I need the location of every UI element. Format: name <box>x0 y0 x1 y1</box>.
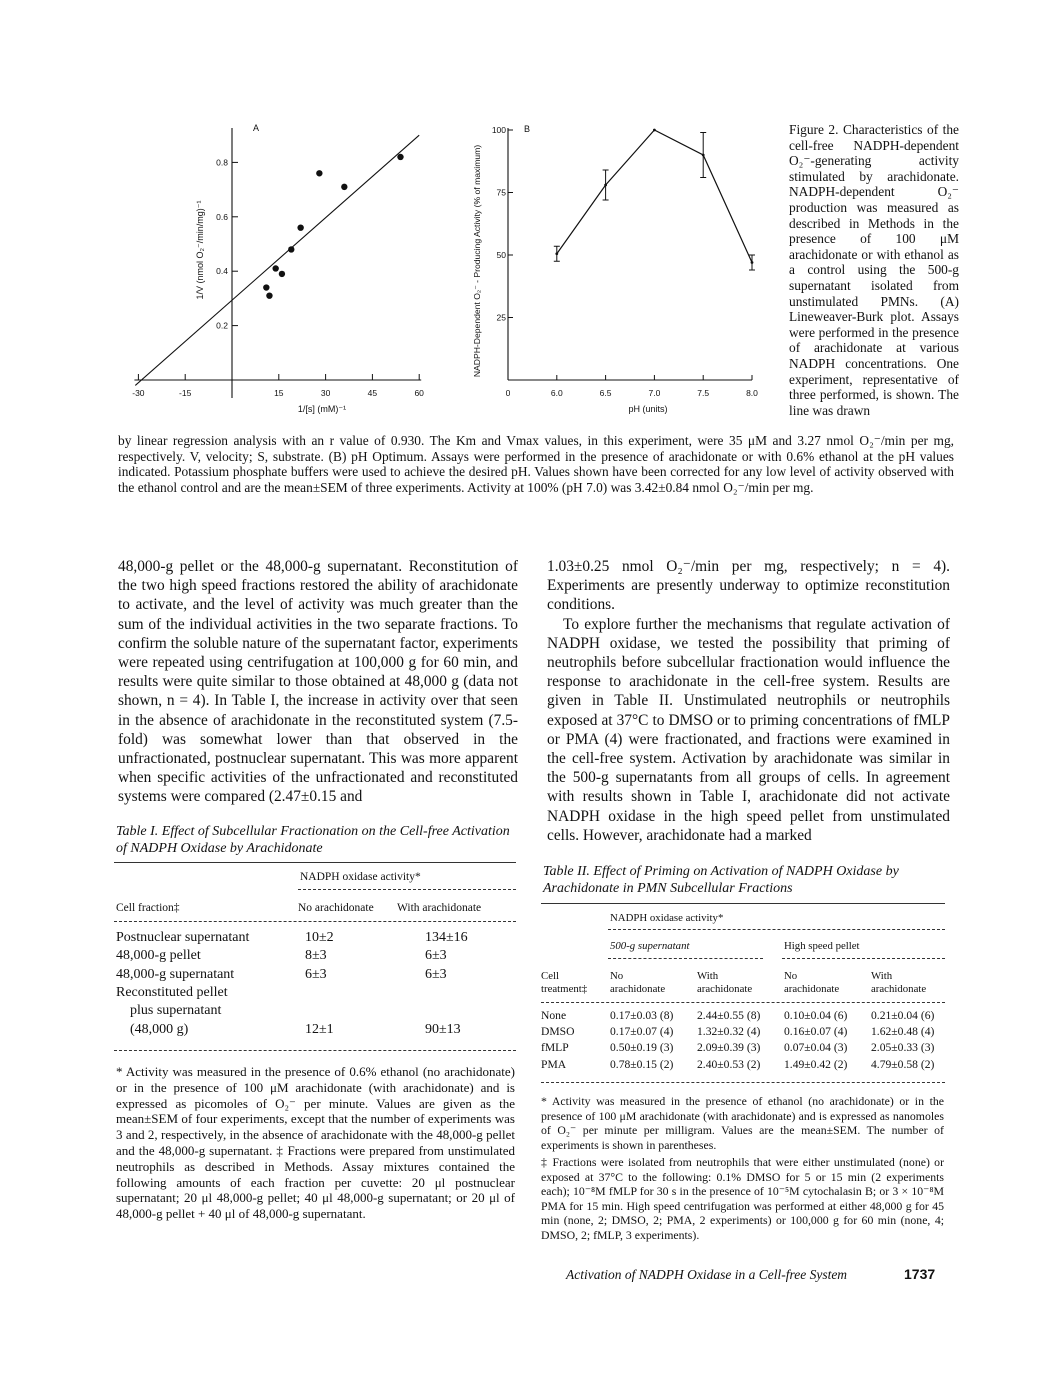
table-1-row-label: plus supernatant <box>130 1003 222 1019</box>
panel-b-y-tick-label: 25 <box>496 312 506 323</box>
table-2-col-p-no <box>784 970 839 996</box>
table-2-cell-s-with: 2.09±0.39 (3) <box>697 1041 761 1055</box>
panel-a-y-tick-label: 0.6 <box>216 211 228 222</box>
panel-b-y-tick-label: 100 <box>491 125 506 135</box>
panel-b-y-label: NADPH-Dependent O₂⁻ - Producing Activity (% of maximum) <box>472 144 482 378</box>
figure-2-panel-a <box>110 118 440 423</box>
panel-a-data-point <box>266 292 272 298</box>
table-2-cell-p-with: 0.21±0.04 (6) <box>871 1009 935 1022</box>
table-2-row-header <box>541 970 587 996</box>
page-number: 1737 <box>904 1266 936 1282</box>
panel-a-x-tick-label: 45 <box>367 388 378 398</box>
table-2-caption: Table II. Effect of Priming on Activation of NADPH Oxidase by Arachidonate in PMN Subcellular Fractions <box>543 864 899 896</box>
panel-b-y-tick-label: 75 <box>496 187 506 198</box>
panel-a-x-tick-label: 60 <box>414 388 424 398</box>
table-1-cell-no: 10±2 <box>305 930 334 945</box>
table-2-row-header-line1: Cell <box>541 970 559 982</box>
panel-a-x-axis <box>132 374 424 398</box>
table-2-col-s-with <box>697 970 752 996</box>
table-1-cell-with: 134±16 <box>425 930 468 945</box>
table-1-cell-with: 6±3 <box>425 948 447 964</box>
panel-b-y-axis <box>492 125 513 380</box>
panel-a-data-point <box>297 224 303 230</box>
panel-a-data-point <box>272 265 278 271</box>
panel-a-x-tick-label: -30 <box>132 388 145 398</box>
table-1-cell-with: 6±3 <box>425 966 447 982</box>
panel-b-x-label: pH (units) <box>628 404 668 414</box>
panel-a-y-tick-label: 0.4 <box>216 266 228 277</box>
table-2-footnote-1: * Activity was measured in the presence of ethanol (no arachidonate) or in the presence of 100 μM arachidonate (with arachidonate) and is expressed as nanomoles of O₂⁻ per minute per milligram. Values are the mean±SEM. The number of experiments is shown in parentheses. <box>541 1094 944 1152</box>
table-1-caption: Table I. Effect of Subcellular Fractionation on the Cell-free Activation of NADPH Oxidase by Arachidonate <box>116 824 510 856</box>
panel-a-data-point <box>288 246 294 252</box>
body-right-column <box>547 557 950 845</box>
table-1-cell-no: 6±3 <box>305 966 327 982</box>
table-1-col-header-no: No arachidonate <box>298 902 374 914</box>
panel-a-y-label: 1/V (nmol O₂⁻/min/mg)⁻¹ <box>195 200 205 300</box>
table-1-group-header: NADPH oxidase activity* <box>300 871 421 883</box>
table-2-col-p-with-line2: arachidonate <box>871 983 927 995</box>
panel-b-series-line <box>557 130 752 263</box>
panel-b-x-tick-label: 7.5 <box>697 388 710 398</box>
figure-caption-continued: by linear regression analysis with an r value of 0.930. The Km and Vmax values, in this experiment, were 35 μM and 3.27 nmol O₂⁻/min per mg, respectively. V, velocity; S, substrate. (B) pH Optimum. Assays were performed in the presence of arachidonate or with 0.6% ethanol at the pH values indicated. Potassium phosphate buffers were used to achieve the desired pH. Values shown have been corrected for any low level of activity observed with the ethanol control and are the mean±SEM of three experiments. Activity at 100% (pH 7.0) was 3.42±0.84 nmol O₂⁻/min per mg. <box>118 433 954 495</box>
figure-2-panel-b <box>468 118 768 423</box>
panel-b-y-tick-label: 50 <box>496 250 506 260</box>
panel-b-x-tick-label: 7.0 <box>648 388 661 398</box>
panel-b-x-tick-label: 6.5 <box>599 388 612 398</box>
panel-a-fit-line <box>135 135 419 385</box>
panel-a-y-tick-label: 0.2 <box>216 320 228 331</box>
table-1-cell-no: 8±3 <box>305 948 327 964</box>
table-1-row-label: 48,000-g supernatant <box>116 966 235 982</box>
table-1-row-label: Postnuclear supernatant <box>116 930 250 945</box>
table-2-subheader-pellet: High speed pellet <box>784 940 860 952</box>
table-2-cell-p-with: 1.62±0.48 (4) <box>871 1025 935 1039</box>
panel-b-data-point <box>555 252 558 255</box>
panel-a-data-point <box>397 154 403 160</box>
panel-a-x-label: 1/[s] (mM)⁻¹ <box>297 404 347 414</box>
table-2-col-s-no-line1: No <box>610 970 624 982</box>
table-2-cell-p-no: 0.07±0.04 (3) <box>784 1041 848 1055</box>
panel-a-x-tick-label: 30 <box>320 388 331 398</box>
panel-b-x-axis <box>506 375 759 398</box>
panel-a-x-tick-label: -15 <box>179 388 192 398</box>
table-2-col-p-with-line1: With <box>871 970 893 982</box>
table-1-cell-no: 12±1 <box>305 1021 334 1037</box>
table-1-footnote: * Activity was measured in the presence of 0.6% ethanol (no arachidonate) or in the presence of 100 μM arachidonate (with arachidonate) and is expressed as picomoles of O₂⁻ per minute. Values are given as the mean±SEM of four experiments, except that the number of experiments was 3 and 2, respectively, in the absence of arachidonate with the 48,000-g pellet and the 48,000-g supernatant. ‡ Fractions were prepared from unstimulated neutrophils as described in Methods. Assay mixtures contained the following amounts of each fraction per cuvette: 20 μl postnuclear supernatant; 20 μl 48,000-g pellet; 40 μl 48,000-g supernatant; or 20 μl of 48,000-g pellet + 40 μl of 48,000-g supernatant. <box>116 1064 515 1222</box>
table-1-row-label: (48,000 g) <box>130 1021 189 1037</box>
table-1-col-header-fraction: Cell fraction‡ <box>116 902 180 914</box>
table-2-subheader-500g: 500-g supernatant <box>610 940 690 952</box>
panel-a-data-point <box>316 170 322 176</box>
panel-b-x-tick-label: 0 <box>505 388 511 398</box>
body-right-paragraph-2: To explore further the mechanisms that regulate activation of NADPH oxidase, we tested the possibility that priming of neutrophils before subcellular fractionation would influence the response to arachidonate in the cell-free system. Results are given in Table II. Unstimulated neutrophils or neutrophils exposed at 37°C to DMSO or to priming concentrations of fMLP or PMA (4) were fractionated, and fractions were examined in the cell-free system. Activation by arachidonate was similar in the 500-g supernatants from all groups of cells. In agreement with results shown in Table I, arachidonate did not activate NADPH oxidase in the high speed pellet from unstimulated cells. However, arachidonate had a marked <box>547 615 950 844</box>
table-2-cell-p-with: 4.79±0.58 (2) <box>871 1057 935 1071</box>
panel-b-x-tick-label: 6.0 <box>550 388 563 398</box>
table-2-cell-s-with: 2.40±0.53 (2) <box>697 1057 761 1071</box>
table-2-col-s-no <box>610 970 665 996</box>
table-1-row-label: 48,000-g pellet <box>116 948 201 964</box>
figure-caption-side: Figure 2. Characteristics of the cell-free NADPH-dependent O₂⁻-generating activity stimulated by arachidonate. NADPH-dependent O₂⁻ production was measured as described in Methods in the presence of 100 μM arachidonate or with ethanol as a control using the 500-g supernatant isolated from unstimulated PMNs. (A) Lineweaver-Burk plot. Assays were performed in the presence of arachidonate at various NADPH concentrations. One experiment, representative of three performed, is shown. The line was drawn <box>789 122 959 418</box>
panel-b-x-tick-label: 8.0 <box>746 388 758 398</box>
panel-a-fit-line-group <box>135 135 419 385</box>
table-1-row-label: Reconstituted pellet <box>116 984 228 1000</box>
panel-b-label: B <box>524 124 531 134</box>
table-2-row-header-line2: treatment‡ <box>541 983 588 995</box>
table-1-col-header-with: With arachidonate <box>397 902 482 914</box>
panel-a-data-point <box>341 184 347 190</box>
table-2-col-s-with-line2: arachidonate <box>697 983 753 995</box>
panel-a-x-tick-label: 15 <box>274 388 284 398</box>
panel-a-y-tick-label: 0.8 <box>216 157 228 168</box>
table-2-row-label: None <box>541 1009 567 1022</box>
table-2-cell-p-no: 0.16±0.07 (4) <box>784 1025 848 1039</box>
panel-b-data-point <box>604 184 607 187</box>
panel-a-data-point <box>263 284 269 290</box>
table-2-col-s-no-line2: arachidonate <box>610 983 666 995</box>
body-left-column: 48,000-g pellet or the 48,000-g supernatant. Reconstitution of the two high speed fractions restored the ability of arachidonate to activate, and the level of activity was much greater than the sum of the individual activities in the two separate fractions. To confirm the soluble nature of the supernatant factor, experiments were repeated using centrifugation at 100,000 g for 60 min, and results were quite similar to those obtained at 48,000 g (data not shown, n = 4). In Table I, the increase in activity over that seen in the absence of arachidonate in the reconstituted system (7.5-fold) was somewhat lower than that observed in the unfractionated, postnuclear supernatant. This was more apparent when specific activities of the unfractionated and reconstituted systems were compared (2.47±0.15 and <box>118 558 518 806</box>
table-2-group-header: NADPH oxidase activity* <box>610 912 724 924</box>
table-2-row-label: DMSO <box>541 1025 575 1039</box>
table-2-cell-p-no: 1.49±0.42 (2) <box>784 1057 848 1071</box>
panel-a-points <box>263 154 404 299</box>
table-2-cell-s-with: 1.32±0.32 (4) <box>697 1025 761 1039</box>
table-1-cell-with: 90±13 <box>425 1021 461 1037</box>
table-2-cell-s-no: 0.78±0.15 (2) <box>610 1057 674 1071</box>
body-right-paragraph-1: 1.03±0.25 nmol O₂⁻/min per mg, respectively; n = 4). Experiments are presently underway to optimize reconstitution conditions. <box>547 558 950 614</box>
table-2-cell-s-no: 0.50±0.19 (3) <box>610 1041 674 1055</box>
running-title: Activation of NADPH Oxidase in a Cell-free System <box>566 1267 848 1282</box>
table-2-col-p-no-line1: No <box>784 970 798 982</box>
table-2-footnote-2: ‡ Fractions were isolated from neutrophils that were either unstimulated (none) or exposed at 37°C to the following: 0.1% DMSO for 5 or 15 min (2 experiments each); 10⁻⁸M fMLP for 30 s in the presence of 10⁻⁵M cytochalasin B; or 3 × 10⁻⁸M PMA for 15 min. High speed centrifugation was performed at either 48,000 g for 45 min (none, 2; DMSO, 2; PMA, 2 experiments) or 100,000 g for 60 min (none, 4; DMSO, 2; fMLP, 3 experiments). <box>541 1155 944 1242</box>
table-2-row-label: PMA <box>541 1057 567 1071</box>
panel-b-data-point <box>702 154 705 157</box>
panel-b-data-point <box>653 129 656 132</box>
table-2-cell-p-no: 0.10±0.04 (6) <box>784 1009 848 1022</box>
panel-a-y-axis <box>216 128 238 398</box>
table-2-cell-p-with: 2.05±0.33 (3) <box>871 1041 935 1055</box>
table-2-row-label: fMLP <box>541 1041 569 1055</box>
table-2-cell-s-no: 0.17±0.07 (4) <box>610 1025 674 1039</box>
table-2-col-p-with <box>871 970 926 996</box>
panel-a-label: A <box>253 123 260 133</box>
panel-b-series <box>554 129 755 270</box>
panel-b-data-point <box>751 261 754 264</box>
table-2-cell-s-no: 0.17±0.03 (8) <box>610 1009 674 1022</box>
table-2-cell-s-with: 2.44±0.55 (8) <box>697 1009 761 1022</box>
panel-a-data-point <box>279 271 285 277</box>
table-2-col-s-with-line1: With <box>697 970 719 982</box>
table-2-col-p-no-line2: arachidonate <box>784 983 840 995</box>
